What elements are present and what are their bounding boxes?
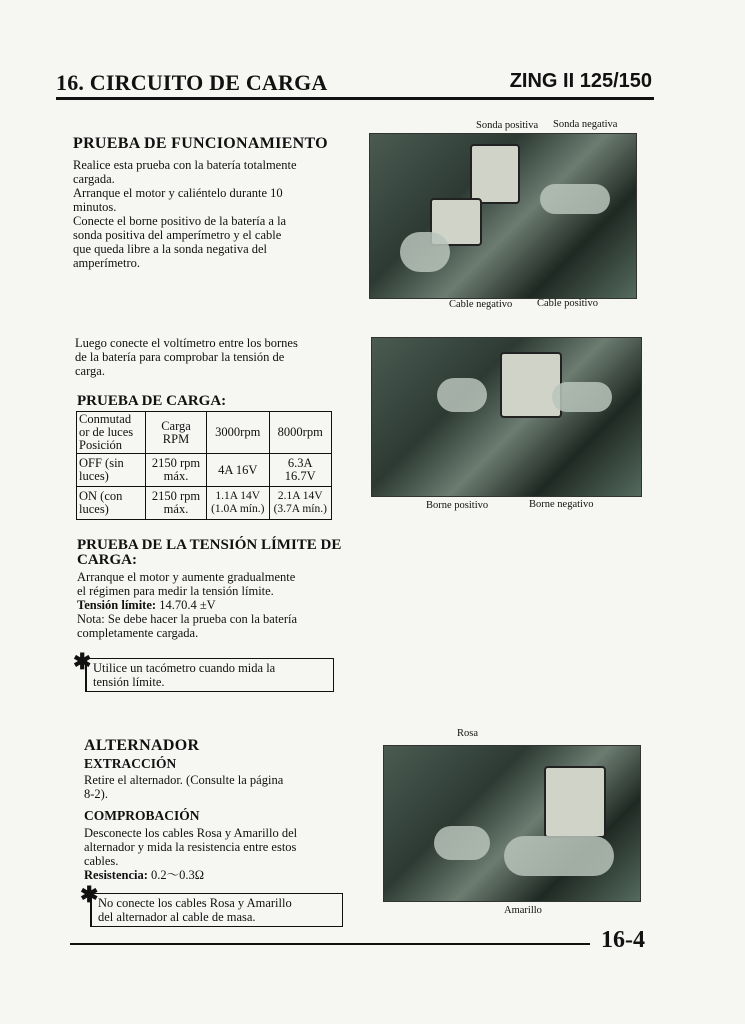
text-line: cargada.: [73, 172, 115, 186]
limit-voltage-line: [77, 598, 357, 612]
hand-image: [434, 826, 490, 860]
section-title-tension-limite: [77, 538, 341, 568]
table-row: [77, 412, 332, 454]
page-title: 16. CIRCUITO DE CARGA: [56, 70, 328, 95]
table-cell: 1.1A 14V (1.0A mín.): [207, 487, 270, 520]
text-line: alternador y mida la resistencia entre estos: [84, 840, 297, 854]
resistance-line: [84, 868, 354, 882]
text-line: Realice esta prueba con la batería totalmente: [73, 158, 297, 172]
model-name: ZING II 125/150: [509, 70, 652, 92]
hand-image: [504, 836, 614, 876]
table-cell: 2150 rpm máx.: [146, 487, 207, 520]
photo-ammeter-test: [369, 133, 637, 299]
table-title: PRUEBA DE CARGA:: [77, 393, 227, 409]
limit-label: Tensión límite:: [77, 598, 157, 612]
text-line: amperímetro.: [73, 256, 140, 270]
text-line: Desconecte los cables Rosa y Amarillo del: [84, 826, 298, 840]
subsection-extraccion: EXTRACCIÓN: [84, 756, 177, 771]
header-rule: [56, 97, 654, 100]
text-line: minutos.: [73, 200, 117, 214]
label-cable-positivo: Cable positivo: [537, 298, 598, 309]
hand-image: [540, 184, 610, 214]
table-header-cell: 3000rpm: [207, 412, 270, 454]
table-row: [77, 487, 332, 520]
text-line: Nota: Se debe hacer la prueba con la batería: [77, 612, 298, 626]
text-line: completamente cargada.: [77, 626, 199, 640]
voltmeter-image: [500, 352, 562, 418]
text-line: Conecte el borne positivo de la batería a la: [73, 214, 287, 228]
text-line: Utilice un tacómetro cuando mida la: [93, 661, 276, 675]
table-cell: 2.1A 14V (3.7A mín.): [269, 487, 332, 520]
text-line: de la batería para comprobar la tensión de: [75, 350, 285, 364]
section2-text: [75, 336, 355, 378]
text-line: tensión límite.: [93, 675, 165, 689]
label-amarillo: Amarillo: [504, 905, 542, 916]
text-line: que queda libre a la sonda negativa del: [73, 242, 268, 256]
text-line: Arranque el motor y caliéntelo durante 10: [73, 186, 283, 200]
table-cell: OFF (sin luces): [77, 454, 146, 487]
section3-text: [77, 570, 357, 640]
resistance-value: 0.2～0.3Ω: [147, 868, 205, 882]
asterisk-icon: ✱: [73, 649, 92, 674]
subsection-comprobacion: COMPROBACIÓN: [84, 808, 200, 823]
title-line: CARGA:: [77, 552, 137, 568]
table-header-cell: Conmutad or de luces Posición: [77, 412, 146, 454]
table-cell: ON (con luces): [77, 487, 146, 520]
text-line: del alternador al cable de masa.: [98, 910, 256, 924]
hand-image: [437, 378, 487, 412]
hand-image: [400, 232, 450, 272]
table-cell: 6.3A 16.7V: [269, 454, 332, 487]
extraccion-text: [84, 773, 354, 801]
section-title-alternador: ALTERNADOR: [84, 737, 200, 754]
charge-test-table: [76, 411, 332, 520]
label-cable-negativo: Cable negativo: [449, 299, 513, 310]
text-line: Retire el alternador. (Consulte la página: [84, 773, 284, 787]
label-sonda-positiva: Sonda positiva: [476, 120, 539, 131]
text-line: sonda positiva del amperímetro y el cable: [73, 228, 282, 242]
title-line: PRUEBA DE LA TENSIÓN LÍMITE DE: [77, 537, 342, 553]
table-cell: 4A 16V: [207, 454, 270, 487]
limit-value: 14.70.4 ±V: [156, 598, 216, 612]
table-header-cell: 8000rpm: [269, 412, 332, 454]
photo-voltmeter-test: [371, 337, 642, 497]
text-line: cables.: [84, 854, 119, 868]
label-rosa: Rosa: [457, 728, 478, 739]
comprobacion-text: [84, 826, 354, 882]
note-box-masa: [90, 893, 343, 927]
photo-alternator-test: [383, 745, 641, 902]
label-sonda-negativa: Sonda negativa: [553, 119, 618, 130]
page-number: 16-4: [601, 927, 645, 953]
hand-image: [552, 382, 612, 412]
text-line: 8-2).: [84, 787, 108, 801]
multimeter-image: [470, 144, 520, 204]
note-box-tacometro: [85, 658, 334, 692]
text-line: Arranque el motor y aumente gradualmente: [77, 570, 296, 584]
asterisk-icon: ✱: [80, 882, 99, 907]
multimeter-image: [544, 766, 606, 838]
table-header-cell: Carga RPM: [146, 412, 207, 454]
section-title-funcionamiento: PRUEBA DE FUNCIONAMIENTO: [73, 135, 328, 152]
text-line: Luego conecte el voltímetro entre los bornes: [75, 336, 298, 350]
text-line: carga.: [75, 364, 105, 378]
resistance-label: Resistencia:: [84, 868, 148, 882]
table-cell: 2150 rpm máx.: [146, 454, 207, 487]
footer-rule: [70, 943, 590, 945]
text-line: No conecte los cables Rosa y Amarillo: [98, 896, 292, 910]
section1-text: [73, 158, 353, 270]
table-row: [77, 454, 332, 487]
label-borne-positivo: Borne positivo: [426, 500, 489, 511]
label-borne-negativo: Borne negativo: [529, 499, 594, 510]
text-line: el régimen para medir la tensión límite.: [77, 584, 274, 598]
